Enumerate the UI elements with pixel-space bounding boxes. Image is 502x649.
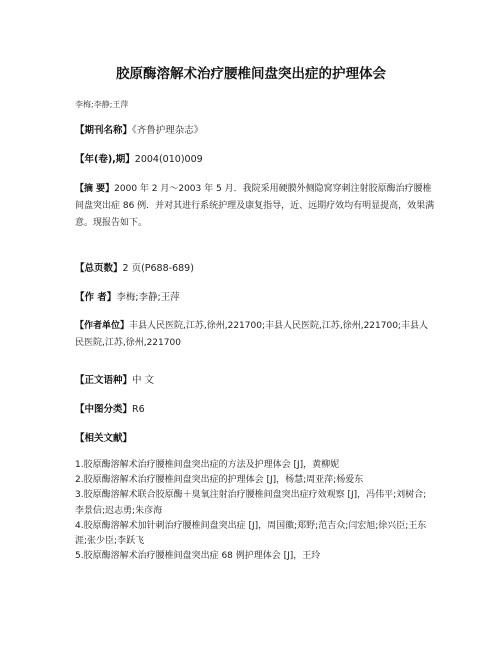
year-issue-label: 【年(卷),期】 <box>75 154 135 165</box>
affiliation-label: 【作者单位】 <box>75 321 130 331</box>
journal-field <box>75 122 435 139</box>
year-issue-field <box>75 151 435 168</box>
pages-field <box>75 260 435 277</box>
language-label: 【正文语种】 <box>75 375 133 386</box>
affiliation-value: 丰县人民医院,江苏,徐州,221700;丰县人民医院,江苏,徐州,221700;丰县人民医院,江苏,徐州,221700 <box>75 321 428 348</box>
author-line: 李梅;李静;王萍 <box>75 100 129 109</box>
related-label: 【相关文献】 <box>75 433 133 444</box>
journal-value: 《齐鲁护理杂志》 <box>132 125 204 136</box>
language-value: 中 文 <box>132 375 155 386</box>
paper-title: 胶原酶溶解术治疗腰椎间盘突出症的护理体会 <box>116 66 386 82</box>
affiliation-field <box>75 318 435 352</box>
journal-label: 【期刊名称】 <box>75 125 133 136</box>
classification-field <box>75 401 435 418</box>
abstract-value: 2000 年 2 月～2003 年 5 月．我院采用硬膜外侧隐窝穿刺注射胶原酶治疗腰椎间盘突出症 86 例．并对其进行系统护理及康复指导，近、远期疗效均有明显提高，效果满意。现报告如下。 <box>75 184 435 228</box>
classification-value: R6 <box>132 404 145 415</box>
related-item: 1.胶原酶溶解术治疗腰椎间盘突出症的方法及护理体会 [J]，黄柳妮 <box>75 460 340 470</box>
pages-value: 2 页(P688-689) <box>122 263 194 274</box>
related-heading <box>75 430 435 447</box>
author-field <box>75 289 435 306</box>
related-item: 4.胶原酶溶解术加针刺治疗腰椎间盘突出症 [J]，周国徽;郑野;范吉众;闫宏旭;徐兴臣;王东涯;张少臣;李跃飞 <box>75 520 427 547</box>
related-list <box>75 458 435 564</box>
pages-label: 【总页数】 <box>75 263 123 274</box>
classification-label: 【中图分类】 <box>75 404 133 415</box>
abstract-field <box>75 181 435 232</box>
year-issue-value: 2004(010)009 <box>134 154 203 165</box>
related-item: 3.胶原酶溶解术联合胶原酶＋臭氧注射治疗腰椎间盘突出症疗效观察 [J]，冯伟平;刘树合;李景信;迟志勇;朱彦海 <box>75 490 427 516</box>
related-item: 2.胶原酶溶解术治疗腰椎间盘突出症的护理体会 [J]，杨慧;周亚萍;杨爱东 <box>75 475 364 486</box>
author-value: 李梅;李静;王萍 <box>116 292 180 303</box>
language-field <box>75 372 435 389</box>
related-item: 5.胶原酶溶解术治疗腰椎间盘突出症 68 例护理体会 [J]，王玲 <box>75 551 321 562</box>
author-label: 【作 者】 <box>75 292 117 303</box>
abstract-label: 【摘 要】 <box>75 184 115 194</box>
